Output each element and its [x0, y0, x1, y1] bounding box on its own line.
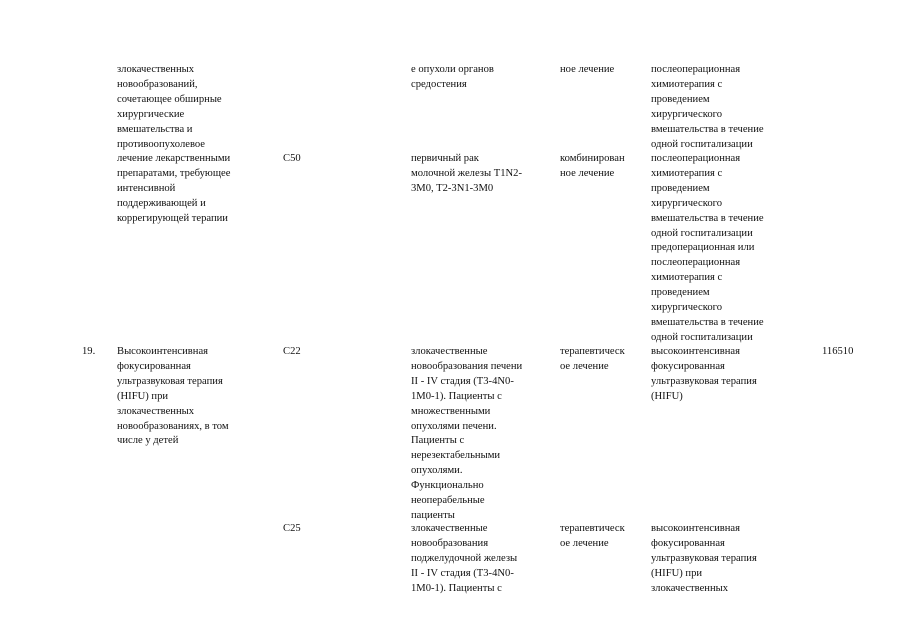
entry-19-row-1-code: C22 — [283, 346, 301, 357]
top-row-1-model: е опухоли органов средостения — [411, 64, 494, 90]
entry-19-row-1-treatment-type: терапевтическ ое лечение — [560, 346, 625, 372]
entry-19-number: 19. — [82, 346, 96, 357]
top-row-2-method: послеоперационная химиотерапия с проведением хирургического вмешательства в течение одной госпитализации предоперационная или послеоперационная химиотерапия с проведением хирургического вмешательства в течение одной госпитализации — [651, 153, 764, 343]
entry-19-row-2-method: высокоинтенсивная фокусированная ультразвуковая терапия (HIFU) при злокачественных — [651, 523, 757, 594]
entry-19-row-1-model: злокачественные новообразования печени II - IV стадия (T3-4N0- 1M0-1). Пациенты с множественными опухолями печени. Пациенты с нерезектабельными опухолями. Функционально неоперабельные пациенты — [411, 346, 523, 521]
entry-19-row-2-treatment-type: терапевтическ ое лечение — [560, 523, 625, 549]
entry-19-row-2-code: C25 — [283, 523, 301, 534]
top-row-1-method: послеоперационная химиотерапия с проведением хирургического вмешательства в течение одной госпитализации — [651, 64, 764, 150]
top-section-name: злокачественных новообразований, сочетающее обширные хирургические вмешательства и противоопухолевое лечение лекарственными препаратами, требующее интенсивной поддерживающей и коррегирующей терапии — [117, 64, 231, 225]
top-row-2-model: первичный рак молочной железы T1N2- 3M0, T2-3N1-3M0 — [411, 153, 522, 194]
entry-19-cost: 116510 — [822, 346, 854, 357]
top-row-2-treatment-type: комбинирован ное лечение — [560, 153, 625, 179]
entry-19-row-2-model: злокачественные новообразования поджелудочной железы II - IV стадия (T3-4N0- 1M0-1). Пациенты с — [411, 523, 518, 594]
top-row-1-treatment-type: ное лечение — [560, 64, 615, 75]
entry-19-name: Высокоинтенсивная фокусированная ультразвуковая терапия (HIFU) при злокачественных новообразованиях, в том числе у детей — [117, 346, 229, 447]
entry-19-row-1-method: высокоинтенсивная фокусированная ультразвуковая терапия (HIFU) — [651, 346, 757, 402]
top-row-2-code: C50 — [283, 153, 301, 164]
